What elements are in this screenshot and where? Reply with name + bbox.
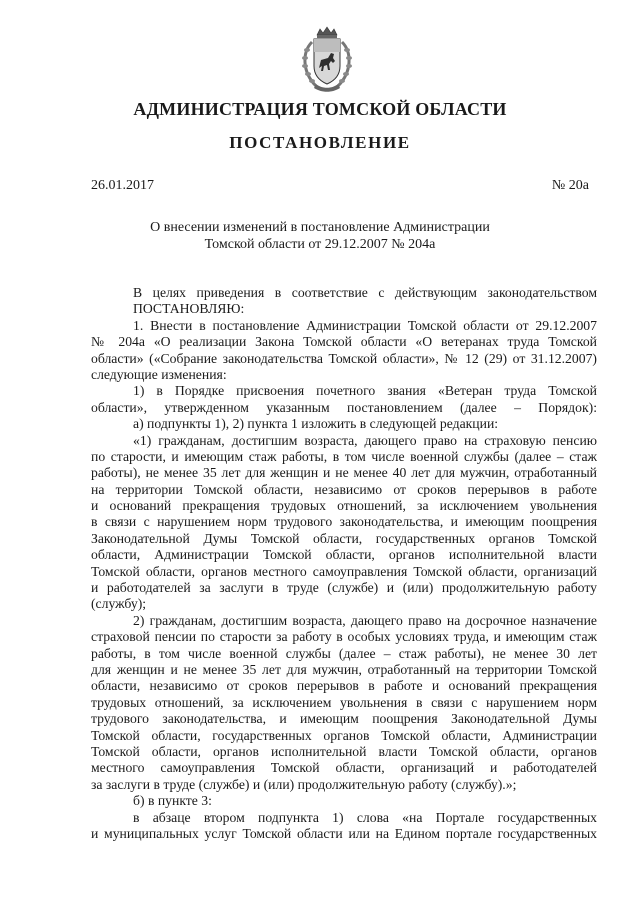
document-number: № 20а xyxy=(551,178,589,193)
body-line: и муниципальных услуг Томской области или на Едином портале государственных xyxy=(91,825,597,841)
body-line: В целях приведения в соответствие с действующим законодательством xyxy=(133,285,597,300)
document-subject xyxy=(120,219,520,253)
body-line: области» («Собрание законодательства Томской области», № 12 (29) от 31.12.2007) xyxy=(91,350,597,366)
body-line: трудового законодательства, и имеющим поощрения Законодательной Думы xyxy=(91,711,597,727)
body-line: 1. Внести в постановление Администрации Томской области от 29.12.2007 xyxy=(133,317,597,333)
tomsk-coat-of-arms-icon xyxy=(298,26,356,94)
body-line: для женщин и не менее 35 лет для мужчин, отработанный на территории Томской xyxy=(91,661,597,677)
body-line: в абзаце втором подпункта 1) слова «на Портале государственных xyxy=(133,809,597,825)
body-line: области», утвержденном указанным постановлением (далее – Порядок): xyxy=(91,399,597,415)
body-line: № 204а «О реализации Закона Томской области «О ветеранах труда Томской xyxy=(91,334,597,350)
body-line: Томской области, государственных органов Томской области, Администрации xyxy=(91,727,597,743)
body-line: Томской области, органов местного самоуправления Томской области, организаций xyxy=(91,563,597,579)
body-line: следующие изменения: xyxy=(91,366,227,382)
document-body xyxy=(91,285,597,842)
document-type-title: ПОСТАНОВЛЕНИЕ xyxy=(229,133,411,152)
body-line: Томской области, органов исполнительной власти Томской области, органов xyxy=(91,743,597,759)
body-line: трудовых отношений, за исключением увольнения в связи с нарушением норм xyxy=(91,694,597,710)
body-line: в связи с нарушением норм трудового законодательства, и имеющим поощрения xyxy=(91,514,597,530)
body-line: области, Администрации Томской области, органов исполнительной власти xyxy=(91,547,597,563)
body-line: страховой пенсии по старости за работу в особых условиях труда, и имеющим стаж xyxy=(91,629,597,645)
body-line: и оснований прекращения трудовых отношений, за исключением увольнения xyxy=(91,498,597,514)
body-line: местного самоуправления Томской области, организаций и работодателей xyxy=(91,760,597,776)
body-line: б) в пункте 3: xyxy=(133,793,212,809)
body-line: области, независимо от сроков перерывов в работе и оснований прекращения xyxy=(91,678,597,694)
body-line: и работодателей за заслуги в труде (службе) и (или) продолжительную работу xyxy=(91,580,597,596)
body-line: а) подпункты 1), 2) пункта 1 изложить в следующей редакции: xyxy=(133,416,499,432)
organization-title: АДМИНИСТРАЦИЯ ТОМСКОЙ ОБЛАСТИ xyxy=(133,99,507,119)
subject-line: О внесении изменений в постановление Администрации xyxy=(150,220,490,235)
subject-line: Томской области от 29.12.2007 № 204а xyxy=(204,237,436,252)
body-line: на территории Томской области, независимо от сроков перерывов в работе xyxy=(91,481,597,497)
body-line: работы), не менее 35 лет для женщин и не менее 40 лет для мужчин, отработанный xyxy=(91,465,597,481)
body-line: Законодательной Думы Томской области, государственных органов Томской xyxy=(91,530,597,546)
body-line: «1) гражданам, достигшим возраста, дающего право на страховую пенсию xyxy=(133,432,597,448)
body-line: 2) гражданам, достигшим возраста, дающего право на досрочное назначение xyxy=(133,612,597,628)
document-date: 26.01.2017 xyxy=(91,178,154,193)
body-line: (службу); xyxy=(91,596,147,612)
body-line: по старости, и имеющим стаж работы, в том числе военной службы (далее – стаж xyxy=(91,448,597,464)
body-line: ПОСТАНОВЛЯЮ: xyxy=(133,301,245,317)
body-line: работы, в том числе военной службы (далее – стаж работы), не менее 30 лет xyxy=(91,645,597,661)
body-line: 1) в Порядке присвоения почетного звания «Ветеран труда Томской xyxy=(133,383,597,399)
body-line: за заслуги в труде (службе) и (или) продолжительную работу (службу).»; xyxy=(91,776,517,792)
